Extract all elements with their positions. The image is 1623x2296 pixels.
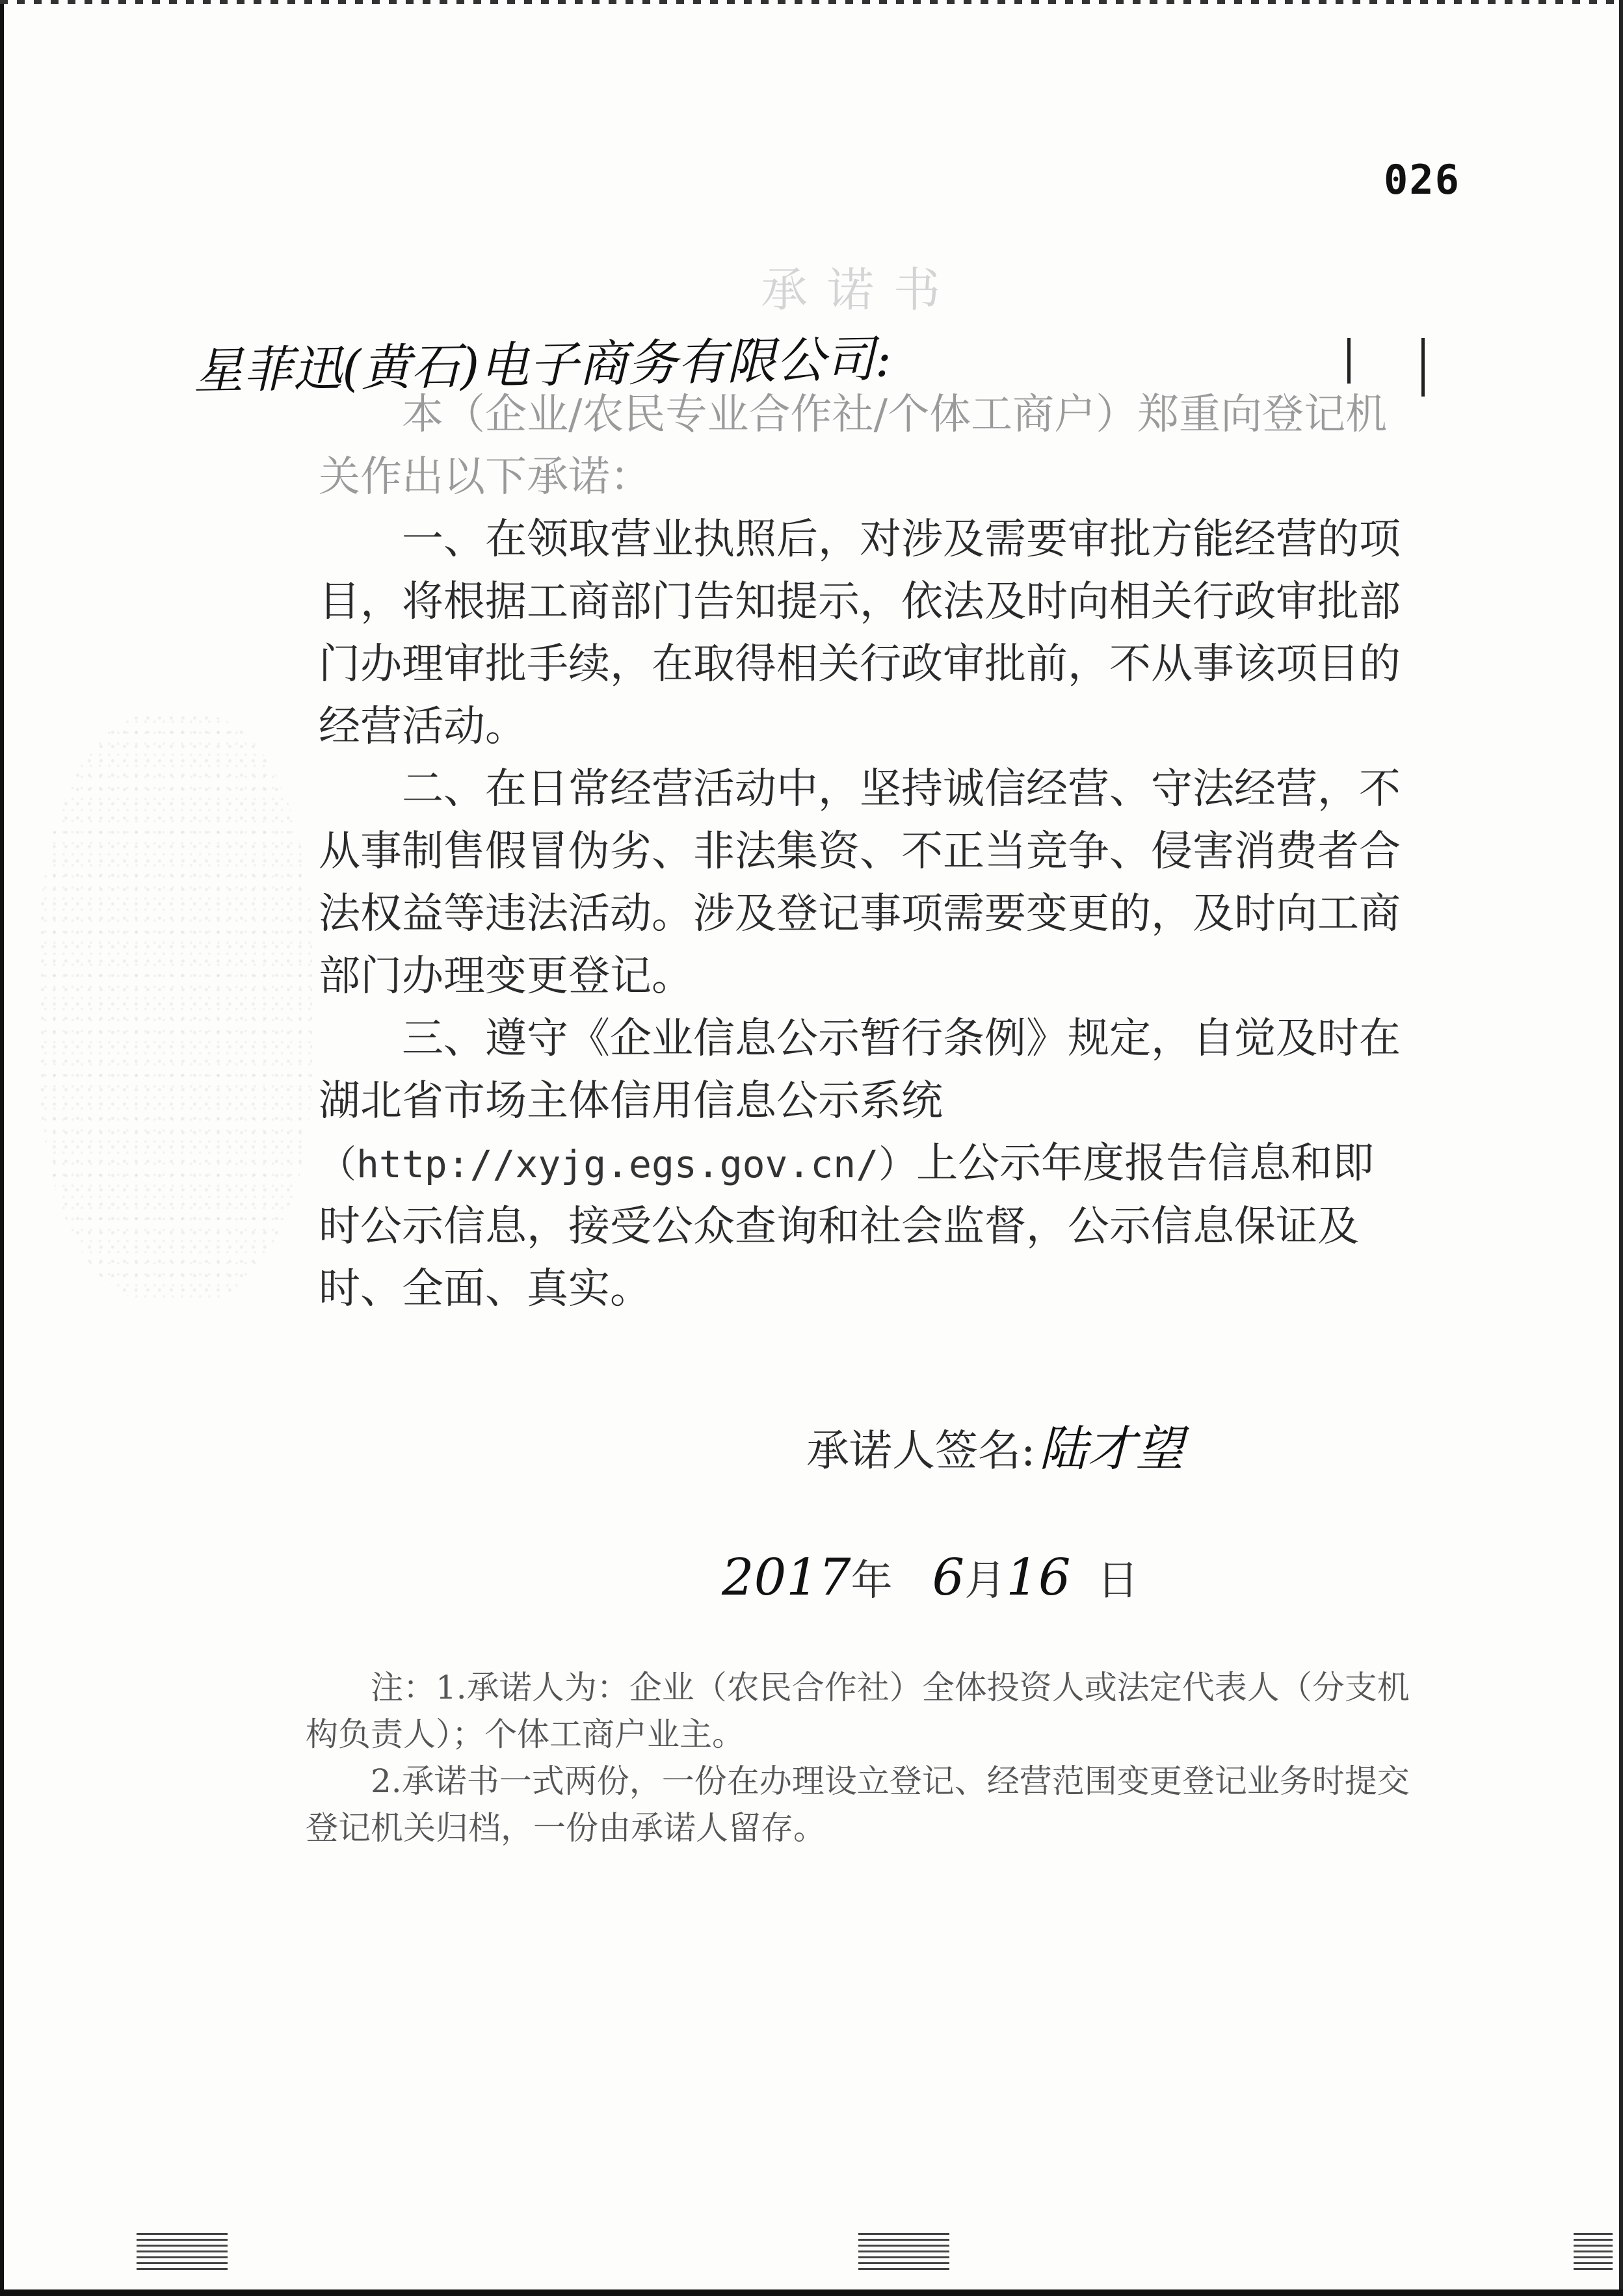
signature-line — [806, 1411, 1183, 1480]
margin-mark — [1421, 338, 1425, 397]
commitment-body — [319, 384, 1411, 1320]
date-day: 16 — [1006, 1548, 1071, 1607]
scan-edge-top — [0, 0, 1623, 4]
notes-section — [306, 1664, 1411, 1851]
scan-artifact — [1574, 2231, 1613, 2270]
signature-label: 承诺人签名: — [806, 1426, 1036, 1476]
scan-artifact — [858, 2231, 949, 2270]
date-month: 6 — [932, 1548, 965, 1607]
note-2: 2.承诺书一式两份，一份在办理设立登记、经营范围变更登记业务时提交登记机关归档，一份由承诺人留存。 — [306, 1762, 1410, 1847]
clause-1: 一、在领取营业执照后，对涉及需要审批方能经营的项目，将根据工商部门告知提示，依法及时向相关行政审批部门办理审批手续，在取得相关行政审批前，不从事该项目的经营活动。 — [319, 515, 1401, 751]
scan-edge-bottom — [0, 2289, 1623, 2296]
month-label: 月 — [964, 1557, 1007, 1605]
intro-line-2: 关作出以下承诺： — [319, 453, 652, 501]
clause-2: 二、在日常经营活动中，坚持诚信经营、守法经营，不从事制售假冒伪劣、非法集资、不正当竞争、侵害消费者合法权益等违法活动。涉及登记事项需要变更的，及时向工商部门办理变更登记。 — [319, 765, 1401, 1000]
scan-edge-left — [0, 0, 4, 2296]
scan-edge-right — [1619, 0, 1623, 2296]
intro-line-1: 本（企业/农民专业合作社/个体工商户）郑重向登记机 — [402, 391, 1388, 439]
clause-3-text: 三、遵守《企业信息公示暂行条例》规定，自觉及时在湖北省市场主体信用信息公示系统 — [319, 1015, 1401, 1125]
page-number: 026 — [1384, 156, 1460, 203]
date-year: 2017 — [722, 1548, 851, 1607]
day-label: 日 — [1097, 1557, 1139, 1605]
disclosure-url: （http://xyjg.egs.gov.cn/） — [319, 1142, 917, 1186]
handwritten-addressee: 星菲迅(黄石)电子商务有限公司: — [193, 330, 892, 400]
signature: 陆才望 — [1039, 1421, 1184, 1477]
margin-mark — [1347, 338, 1351, 384]
clause-3 — [319, 1008, 1411, 1320]
scan-noise — [39, 715, 312, 1300]
year-label: 年 — [851, 1557, 893, 1605]
clause-3-continuation: 上公示年度报告信息和即时公示信息，接受公众查询和社会监督，公示信息保证及时、全面、真实。 — [319, 1140, 1375, 1313]
signing-date — [722, 1547, 1139, 1607]
document-title: 承诺书 — [761, 263, 960, 317]
note-1: 注：1.承诺人为：企业（农民合作社）全体投资人或法定代表人（分支机构负责人）；个体工商户业主。 — [306, 1669, 1410, 1753]
scan-artifact — [137, 2231, 228, 2270]
